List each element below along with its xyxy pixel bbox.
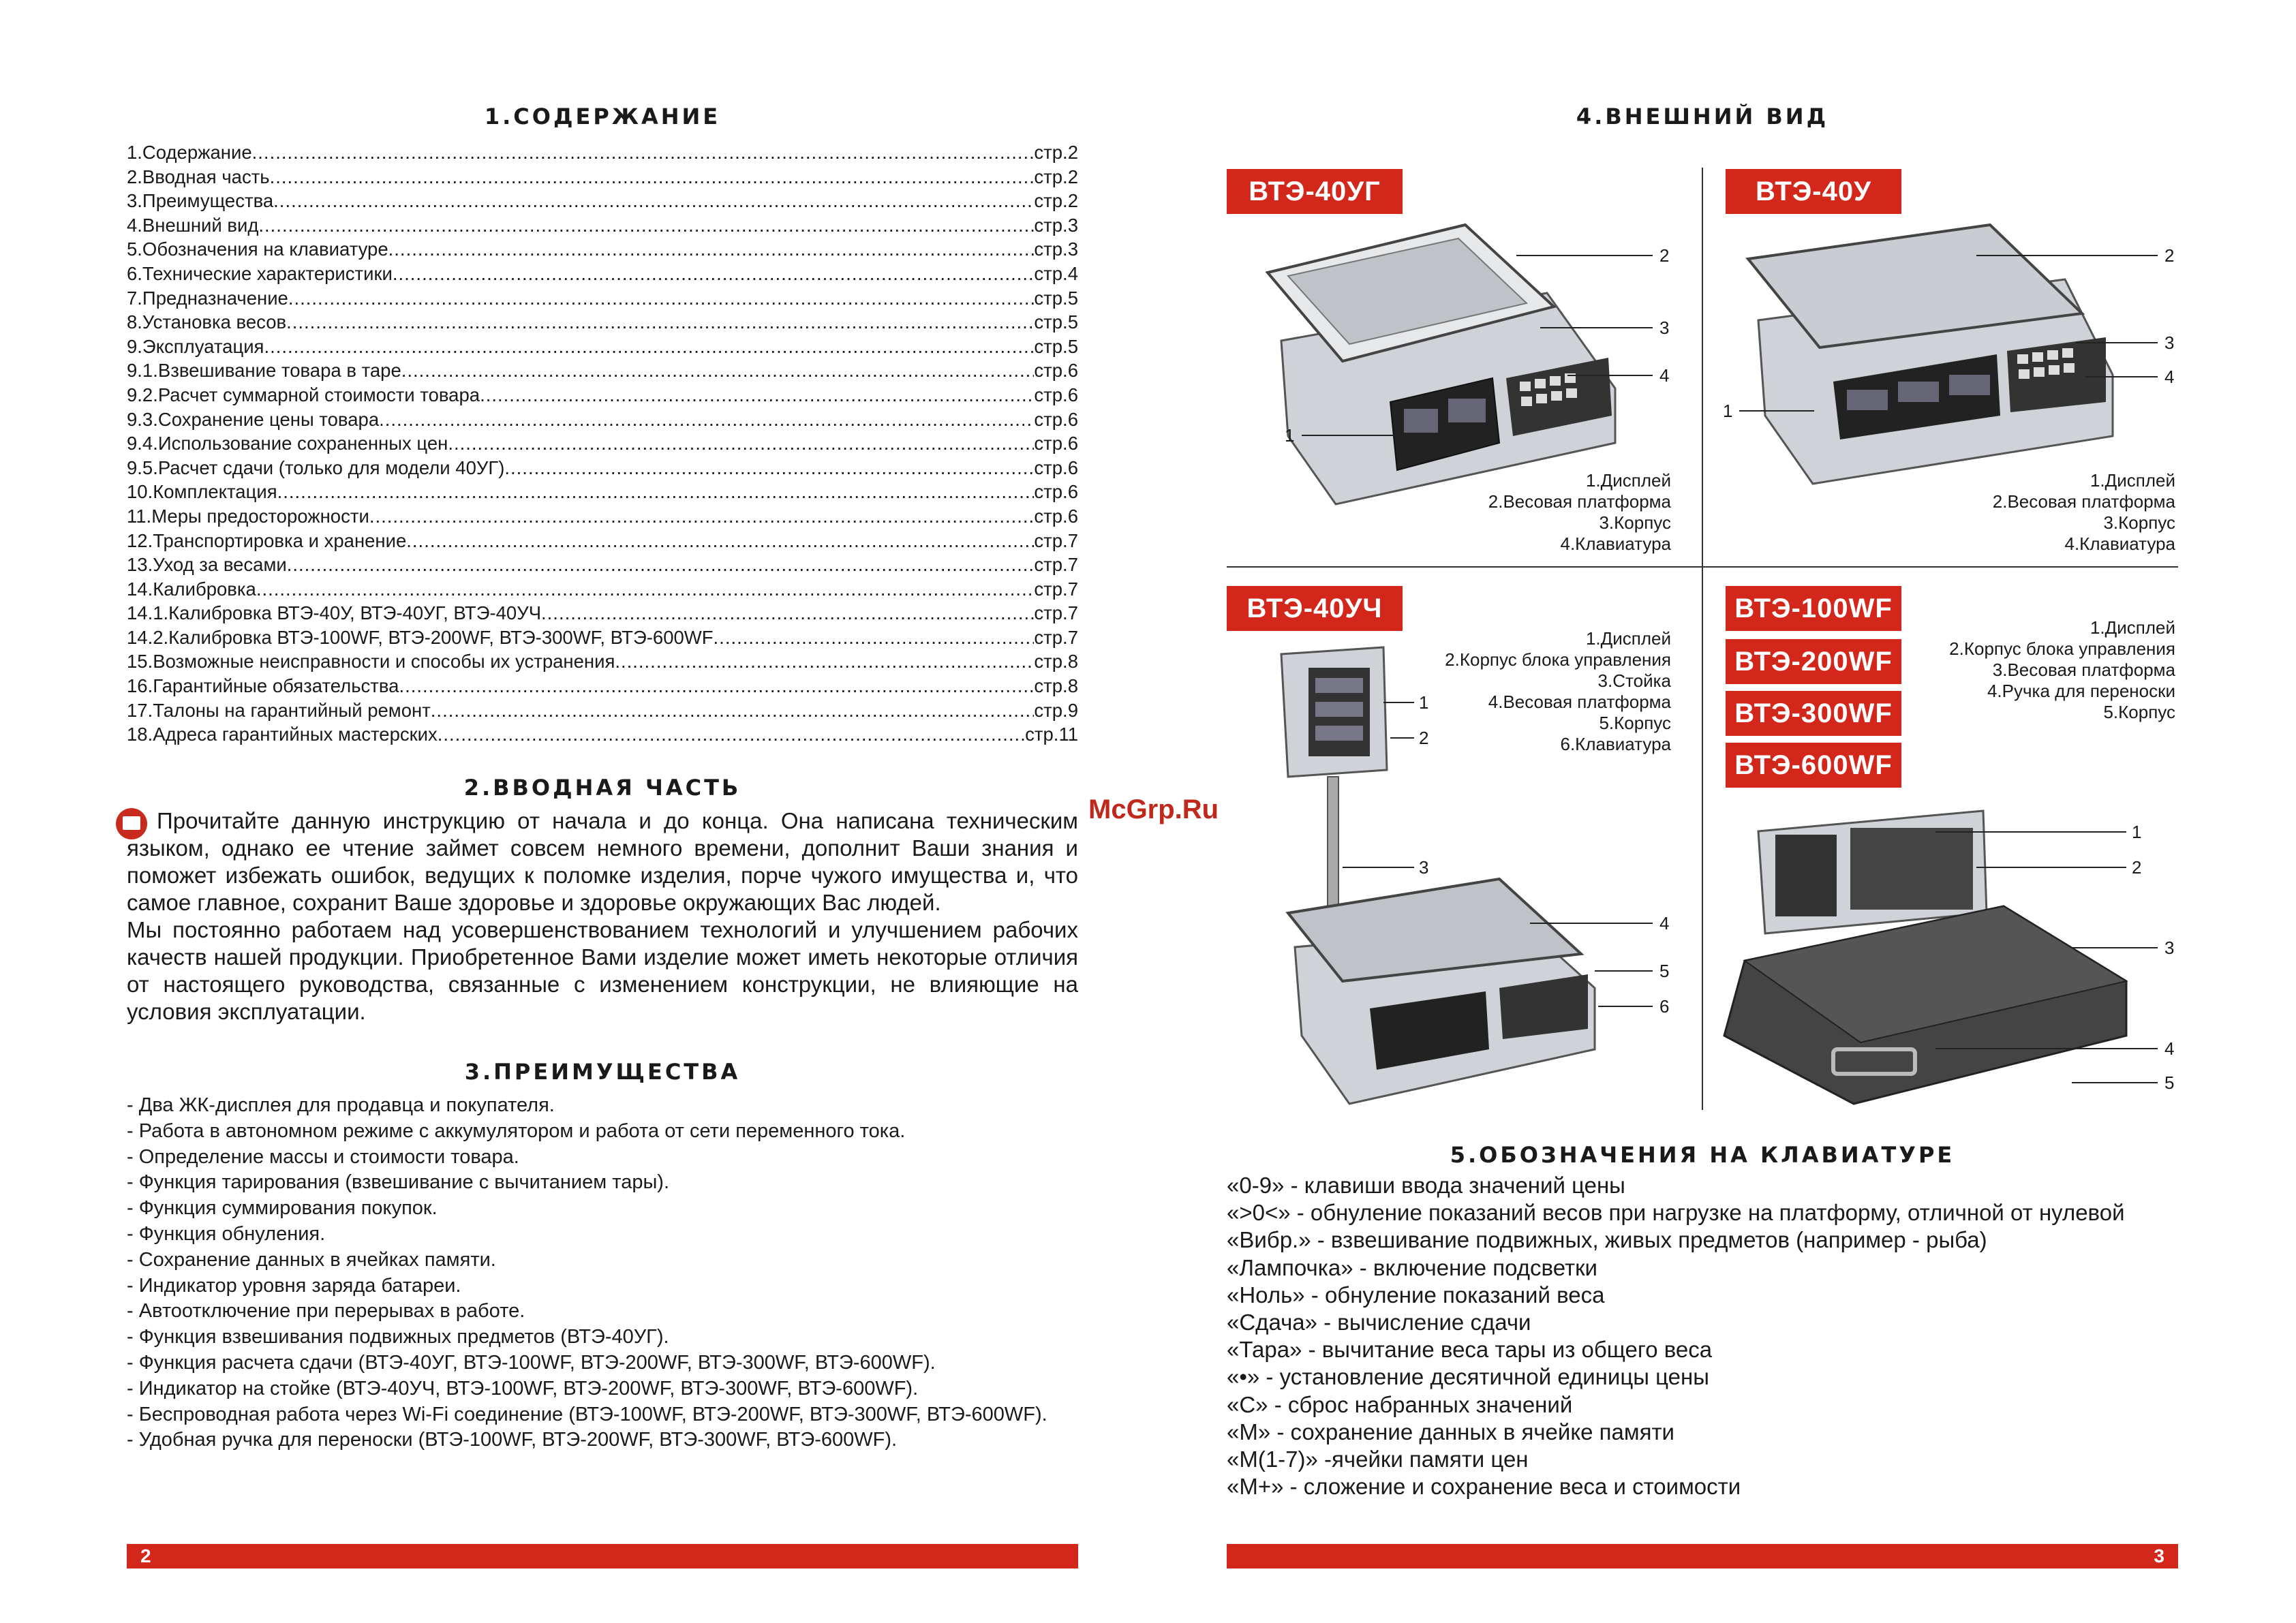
toc-row bbox=[127, 335, 1078, 359]
model-label-100wf: ВТЭ-100WF bbox=[1726, 586, 1901, 631]
keyboard-legend-item: «Ноль» - обнуление показаний веса bbox=[1227, 1282, 1605, 1308]
callout-u-2: 2 bbox=[2164, 245, 2175, 266]
callout-wf-2: 2 bbox=[2132, 857, 2142, 878]
model-label-40ug: ВТЭ-40УГ bbox=[1227, 169, 1403, 214]
model-label-40u: ВТЭ-40У bbox=[1726, 169, 1901, 214]
toc-leader-dots bbox=[438, 722, 1025, 747]
callout-wf-4: 4 bbox=[2164, 1038, 2175, 1059]
watermark: McGrp.Ru bbox=[1088, 794, 1219, 824]
keyboard-legend-item: «М+» - сложение и сохранение веса и стоимости bbox=[1227, 1474, 1741, 1500]
toc-page: стр.4 bbox=[1034, 262, 1078, 284]
toc-page: стр.9 bbox=[1034, 699, 1078, 721]
model-label-200wf: ВТЭ-200WF bbox=[1726, 639, 1901, 684]
callout-line bbox=[1595, 970, 1653, 972]
toc-title: 9.1.Взвешивание товара в таре bbox=[127, 360, 401, 382]
keyboard-legend-item: «>0<» - обнуление показаний весов при нагрузке на платформу, отличной от нулевой bbox=[1227, 1200, 2125, 1226]
toc-leader-dots bbox=[258, 213, 1034, 238]
toc-leader-dots bbox=[379, 407, 1034, 432]
toc-title: 12.Транспортировка и хранение bbox=[127, 529, 407, 551]
callout-line bbox=[1935, 1048, 2158, 1049]
callout-line bbox=[2076, 342, 2158, 343]
callout-uch-4: 4 bbox=[1659, 913, 1670, 933]
toc-title: 9.2.Расчет суммарной стоимости товара bbox=[127, 384, 480, 405]
toc-leader-dots bbox=[406, 529, 1034, 553]
advantage-item: - Функция расчета сдачи (ВТЭ-40УГ, ВТЭ-100WF, ВТЭ-200WF, ВТЭ-300WF, ВТЭ-600WF). bbox=[127, 1351, 936, 1374]
toc-page: стр.6 bbox=[1034, 481, 1078, 503]
callout-line bbox=[1516, 255, 1653, 256]
legend-item: 5.Корпус bbox=[2103, 702, 2175, 722]
toc-leader-dots bbox=[541, 601, 1034, 625]
toc-row bbox=[127, 431, 1078, 456]
intro-paragraph-1: Прочитайте данную инструкцию от начала и до конца. Она написана техническим языком, однако ее чтение займет совсем немного времени, дополнит Ваши знания и поможет избежать ошибок, ведущих к поломке изделия, порче чужого имущества и, что самое главное, сохранит Ваше здоровье и здоровье окружающих Вас людей. bbox=[127, 808, 1078, 915]
callout-line bbox=[1383, 702, 1414, 703]
toc-page: стр.6 bbox=[1034, 360, 1078, 382]
keyboard-legend-item: «Тара» - вычитание веса тары из общего веса bbox=[1227, 1337, 1713, 1363]
toc-row bbox=[127, 722, 1078, 747]
toc-title: 13.Уход за весами bbox=[127, 554, 287, 576]
toc-title: 1.Содержание bbox=[127, 142, 252, 163]
toc-page: стр.6 bbox=[1034, 384, 1078, 405]
advantage-item: - Функция тарирования (взвешивание с вычитанием тары). bbox=[127, 1171, 670, 1194]
toc-page: стр.5 bbox=[1034, 335, 1078, 357]
legend-item: 3.Корпус bbox=[2103, 512, 2175, 533]
toc-leader-dots bbox=[388, 237, 1035, 262]
model-label-40uch: ВТЭ-40УЧ bbox=[1227, 586, 1403, 631]
toc-title: 8.Установка весов bbox=[127, 311, 287, 333]
toc-row bbox=[127, 262, 1078, 286]
legend-item: 4.Ручка для переноски bbox=[1987, 681, 2175, 701]
toc-leader-dots bbox=[369, 504, 1035, 529]
toc-title: 10.Комплектация bbox=[127, 481, 277, 503]
toc-title: 15.Возможные неисправности и способы их устранения bbox=[127, 651, 615, 673]
left-page-footer bbox=[127, 1544, 1078, 1568]
advantage-item: - Автоотключение при перерывах в работе. bbox=[127, 1300, 525, 1323]
toc-leader-dots bbox=[401, 358, 1035, 383]
callout-wf-5: 5 bbox=[2164, 1072, 2175, 1093]
toc-row bbox=[127, 553, 1078, 577]
callout-wf-1: 1 bbox=[2132, 822, 2142, 842]
toc-row bbox=[127, 165, 1078, 189]
toc-row bbox=[127, 529, 1078, 553]
advantage-item: - Удобная ручка для переноски (ВТЭ-100WF, ВТЭ-200WF, ВТЭ-300WF, ВТЭ-600WF). bbox=[127, 1429, 898, 1451]
legend-item: 2.Корпус блока управления bbox=[1949, 638, 2175, 659]
toc-row bbox=[127, 698, 1078, 723]
toc-leader-dots bbox=[270, 165, 1035, 189]
toc-page: стр.11 bbox=[1025, 724, 1078, 745]
advantage-item: - Функция суммирования покупок. bbox=[127, 1197, 438, 1220]
keyboard-legend-item: «Лампочка» - включение подсветки bbox=[1227, 1254, 1597, 1280]
toc-title: 7.Предназначение bbox=[127, 287, 288, 309]
toc-title: 18.Адреса гарантийных мастерских bbox=[127, 724, 438, 745]
page-number: 2 bbox=[140, 1545, 151, 1566]
callout-ug-4: 4 bbox=[1659, 365, 1670, 386]
callout-line bbox=[2072, 1082, 2158, 1083]
legend-item: 5.Корпус bbox=[1599, 713, 1671, 733]
toc-row bbox=[127, 140, 1078, 165]
keyboard-heading: 5.ОБОЗНАЧЕНИЯ НА КЛАВИАТУРЕ bbox=[1450, 1142, 1955, 1168]
callout-line bbox=[1390, 737, 1414, 739]
toc-row bbox=[127, 601, 1078, 625]
callout-uch-6: 6 bbox=[1659, 996, 1670, 1017]
toc-row bbox=[127, 310, 1078, 335]
toc-title: 9.4.Использование сохраненных цен bbox=[127, 433, 448, 454]
toc-leader-dots bbox=[393, 262, 1035, 286]
legend-item: 3.Весовая платформа bbox=[1992, 660, 2175, 680]
toc-row bbox=[127, 625, 1078, 650]
toc-page: стр.7 bbox=[1034, 626, 1078, 648]
callout-line bbox=[1976, 867, 2126, 868]
keyboard-legend-item: «0-9» - клавиши ввода значений цены bbox=[1227, 1173, 1625, 1198]
callout-wf-3: 3 bbox=[2164, 938, 2175, 958]
toc-page: стр.7 bbox=[1034, 554, 1078, 576]
toc-page: стр.7 bbox=[1034, 529, 1078, 551]
legend-40u bbox=[1935, 470, 2175, 555]
toc-page: стр.3 bbox=[1034, 238, 1078, 260]
toc-page: стр.6 bbox=[1034, 505, 1078, 527]
model-label-300wf: ВТЭ-300WF bbox=[1726, 691, 1901, 736]
keyboard-legend-item: «М(1-7)» -ячейки памяти цен bbox=[1227, 1447, 1529, 1472]
toc-row bbox=[127, 577, 1078, 602]
callout-line bbox=[1976, 255, 2158, 256]
toc-title: 4.Внешний вид bbox=[127, 214, 259, 236]
legend-item: 3.Стойка bbox=[1597, 670, 1671, 691]
toc-row bbox=[127, 383, 1078, 407]
toc-row bbox=[127, 189, 1078, 213]
toc-leader-dots bbox=[399, 674, 1034, 698]
toc-leader-dots bbox=[480, 383, 1034, 407]
page-number: 3 bbox=[2154, 1545, 2164, 1566]
toc-title: 14.2.Калибровка ВТЭ-100WF, ВТЭ-200WF, ВТЭ-300WF, ВТЭ-600WF bbox=[127, 626, 714, 648]
toc-leader-dots bbox=[277, 480, 1035, 504]
legend-item: 4.Весовая платформа bbox=[1488, 692, 1671, 712]
legend-item: 1.Дисплей bbox=[1585, 470, 1671, 491]
advantage-item: - Индикатор на стойке (ВТЭ-40УЧ, ВТЭ-100WF, ВТЭ-200WF, ВТЭ-300WF, ВТЭ-600WF). bbox=[127, 1377, 919, 1400]
model-label-600wf: ВТЭ-600WF bbox=[1726, 743, 1901, 788]
toc-row bbox=[127, 674, 1078, 698]
toc-row bbox=[127, 504, 1078, 529]
legend-item: 2.Весовая платформа bbox=[1488, 491, 1671, 512]
toc-leader-dots bbox=[252, 140, 1035, 165]
advantage-item: - Сохранение данных в ячейках памяти. bbox=[127, 1248, 496, 1271]
toc-page: стр.6 bbox=[1034, 433, 1078, 454]
advantage-item: - Два ЖК-дисплея для продавца и покупателя. bbox=[127, 1094, 555, 1116]
toc-row bbox=[127, 213, 1078, 238]
table-of-contents bbox=[127, 140, 1078, 747]
keyboard-legend-item: «Сдача» - вычисление сдачи bbox=[1227, 1310, 1531, 1335]
toc-page: стр.6 bbox=[1034, 457, 1078, 478]
grid-divider-horizontal bbox=[1227, 566, 2178, 568]
advantage-item: - Функция обнуления. bbox=[127, 1222, 326, 1245]
callout-line bbox=[2085, 376, 2158, 377]
toc-page: стр.2 bbox=[1034, 166, 1078, 187]
toc-page: стр.8 bbox=[1034, 675, 1078, 697]
callout-line bbox=[1540, 327, 1653, 328]
legend-item: 1.Дисплей bbox=[1585, 628, 1671, 649]
keyboard-legend-item: «М» - сохранение данных в ячейке памяти bbox=[1227, 1419, 1674, 1444]
toc-page: стр.7 bbox=[1034, 578, 1078, 600]
advantage-item: - Беспроводная работа через Wi-Fi соединение (ВТЭ-100WF, ВТЭ-200WF, ВТЭ-300WF, ВТЭ-600WF). bbox=[127, 1403, 1047, 1425]
toc-row bbox=[127, 456, 1078, 480]
toc-title: 16.Гарантийные обязательства bbox=[127, 675, 399, 697]
toc-leader-dots bbox=[714, 625, 1035, 650]
toc-row bbox=[127, 480, 1078, 504]
scale-40u-image bbox=[1745, 211, 2126, 497]
toc-page: стр.5 bbox=[1034, 311, 1078, 333]
callout-line bbox=[1530, 923, 1653, 924]
legend-40uch bbox=[1431, 628, 1671, 755]
advantage-item: - Работа в автономном режиме с аккумулятором и работа от сети переменного тока. bbox=[127, 1119, 906, 1142]
callout-line bbox=[2072, 947, 2158, 948]
callout-uch-1: 1 bbox=[1419, 692, 1429, 713]
toc-page: стр.5 bbox=[1034, 287, 1078, 309]
toc-page: стр.8 bbox=[1034, 651, 1078, 673]
callout-line bbox=[1302, 435, 1414, 436]
callout-u-3: 3 bbox=[2164, 333, 2175, 353]
callout-u-4: 4 bbox=[2164, 367, 2175, 387]
toc-title: 9.5.Расчет сдачи (только для модели 40УГ) bbox=[127, 457, 505, 478]
toc-title: 9.3.Сохранение цены товара bbox=[127, 408, 380, 430]
legend-wf bbox=[1908, 617, 2175, 723]
appearance-heading: 4.ВНЕШНИЙ ВИД bbox=[1576, 104, 1829, 129]
toc-row bbox=[127, 649, 1078, 674]
toc-page: стр.7 bbox=[1034, 602, 1078, 624]
toc-row bbox=[127, 286, 1078, 311]
toc-title: 11.Меры предосторожности bbox=[127, 505, 369, 527]
toc-page: стр.2 bbox=[1034, 142, 1078, 163]
toc-title: 3.Преимущества bbox=[127, 190, 274, 212]
legend-40ug bbox=[1431, 470, 1671, 555]
toc-leader-dots bbox=[286, 310, 1034, 335]
toc-title: 17.Талоны на гарантийный ремонт bbox=[127, 699, 431, 721]
intro-heading: 2.ВВОДНАЯ ЧАСТЬ bbox=[463, 775, 741, 801]
callout-ug-2: 2 bbox=[1659, 245, 1670, 266]
callout-uch-2: 2 bbox=[1419, 728, 1429, 748]
callout-line bbox=[1739, 410, 1814, 412]
callout-u-1: 1 bbox=[1723, 401, 1733, 421]
toc-title: 9.Эксплуатация bbox=[127, 335, 264, 357]
toc-leader-dots bbox=[256, 577, 1035, 602]
keyboard-legend-list bbox=[1227, 1172, 2181, 1500]
callout-line bbox=[1598, 1006, 1653, 1007]
toc-title: 6.Технические характеристики bbox=[127, 262, 393, 284]
advantage-item: - Определение массы и стоимости товара. bbox=[127, 1145, 519, 1168]
legend-item: 6.Клавиатура bbox=[1560, 734, 1671, 754]
toc-leader-dots bbox=[287, 553, 1035, 577]
legend-item: 1.Дисплей bbox=[2090, 617, 2175, 638]
advantage-item: - Функция взвешивания подвижных предметов (ВТЭ-40УГ). bbox=[127, 1326, 669, 1348]
callout-line bbox=[1567, 375, 1653, 376]
legend-item: 1.Дисплей bbox=[2090, 470, 2175, 491]
toc-leader-dots bbox=[273, 189, 1034, 213]
toc-title: 14.1.Калибровка ВТЭ-40У, ВТЭ-40УГ, ВТЭ-40УЧ bbox=[127, 602, 542, 624]
advantages-heading: 3.ПРЕИМУЩЕСТВА bbox=[464, 1059, 741, 1085]
toc-leader-dots bbox=[431, 698, 1035, 723]
scale-wf-image bbox=[1717, 804, 2140, 1111]
legend-item: 2.Весовая платформа bbox=[1992, 491, 2175, 512]
toc-leader-dots bbox=[448, 431, 1034, 456]
keyboard-legend-item: «Вибр.» - взвешивание подвижных, живых предметов (например - рыба) bbox=[1227, 1227, 1987, 1253]
keyboard-legend-item: «С» - сброс набранных значений bbox=[1227, 1391, 1573, 1417]
toc-page: стр.2 bbox=[1034, 190, 1078, 212]
toc-title: 5.Обозначения на клавиатуре bbox=[127, 238, 388, 260]
toc-row bbox=[127, 358, 1078, 383]
keyboard-legend-item: «•» - установление десятичной единицы цены bbox=[1227, 1364, 1709, 1390]
legend-item: 4.Клавиатура bbox=[2064, 534, 2175, 554]
right-page-footer bbox=[1227, 1544, 2178, 1568]
toc-page: стр.6 bbox=[1034, 408, 1078, 430]
toc-leader-dots bbox=[264, 335, 1034, 359]
toc-page: стр.3 bbox=[1034, 214, 1078, 236]
toc-row bbox=[127, 237, 1078, 262]
advantage-item: - Индикатор уровня заряда батареи. bbox=[127, 1274, 461, 1297]
callout-uch-3: 3 bbox=[1419, 857, 1429, 878]
toc-title: 2.Вводная часть bbox=[127, 166, 270, 187]
toc-title: 14.Калибровка bbox=[127, 578, 256, 600]
toc-heading: 1.СОДЕРЖАНИЕ bbox=[484, 104, 721, 129]
legend-item: 4.Клавиатура bbox=[1560, 534, 1671, 554]
legend-item: 3.Корпус bbox=[1599, 512, 1671, 533]
callout-line bbox=[1343, 867, 1414, 868]
toc-leader-dots bbox=[615, 649, 1034, 674]
callout-ug-1: 1 bbox=[1285, 425, 1295, 446]
legend-item: 2.Корпус блока управления bbox=[1445, 649, 1671, 670]
toc-leader-dots bbox=[504, 456, 1034, 480]
toc-leader-dots bbox=[288, 286, 1035, 311]
grid-divider-vertical bbox=[1702, 168, 1703, 1110]
callout-uch-5: 5 bbox=[1659, 961, 1670, 981]
intro-paragraph-2: Мы постоянно работаем над усовершенствованием технологий и улучшением рабочих качеств нашей продукции. Приобретенное Вами изделие может иметь некоторые отличия от настоящего руководства, связанные с изменением конструкции, не влияющие на условия эксплуатации. bbox=[127, 917, 1078, 1024]
callout-ug-3: 3 bbox=[1659, 318, 1670, 338]
callout-line bbox=[1935, 831, 2126, 833]
toc-row bbox=[127, 407, 1078, 432]
advantages-list bbox=[127, 1093, 1078, 1453]
